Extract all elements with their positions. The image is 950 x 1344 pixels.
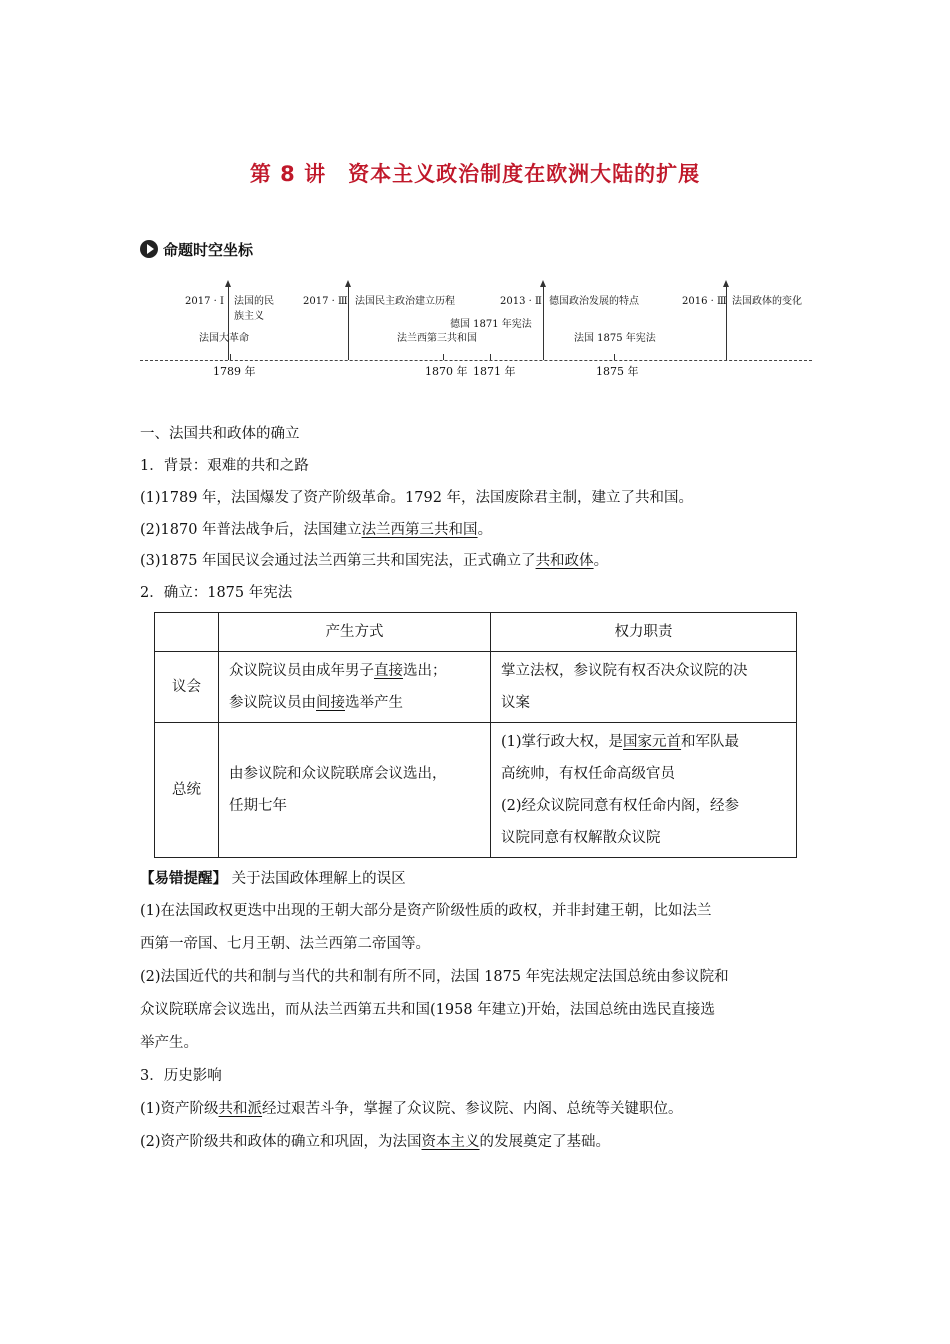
year-tick [490, 354, 491, 360]
text: 的发展奠定了基础。 [479, 1134, 611, 1150]
year-label: 1870 年 [425, 365, 468, 378]
paragraph [140, 1126, 812, 1159]
paragraph: (1)在法国政权更迭中出现的王朝大部分是资产阶级性质的政权，并非封建王朝，比如法兰 [140, 903, 712, 919]
key-term: 共和政体 [535, 553, 594, 569]
text: 议案 [501, 695, 530, 711]
text: (2)1870 年普法战争后，法国建立 [140, 522, 362, 538]
table-cell [491, 652, 797, 723]
lesson-number: 第 8 讲 [249, 162, 327, 186]
exam-year: 2013 · Ⅱ [500, 296, 542, 307]
text: (2)经众议院同意有权任命内阁，经参 [501, 798, 740, 814]
key-term: 共和派 [218, 1101, 263, 1117]
year-tick [230, 354, 231, 360]
event-label: 法兰西第三共和国 [397, 333, 477, 344]
paragraph: 举产生。 [140, 1035, 198, 1051]
text: 众议院议员由成年男子 [229, 663, 374, 679]
arrow-up-icon [225, 280, 231, 287]
exam-year: 2016 · Ⅲ [682, 296, 727, 307]
section-heading-text: 命题时空坐标 [163, 240, 254, 259]
constitution-table [154, 612, 797, 858]
exam-arrow-line [348, 286, 349, 360]
key-term: 国家元首 [623, 734, 682, 750]
table-row [155, 652, 797, 723]
lesson-title-text: 资本主义政治制度在欧洲大陆的扩展 [348, 162, 701, 186]
year-label: 1871 年 [473, 365, 516, 378]
exam-year: 2017 · Ⅰ [185, 296, 224, 307]
year-tick [443, 354, 444, 360]
text: 选举产生 [345, 695, 403, 711]
text: 掌立法权，参议院有权否决众议院的决 [501, 663, 748, 679]
text: 经过艰苦斗争，掌握了众议院、参议院、内阁、总统等关键职位。 [262, 1101, 683, 1117]
table-cell [219, 723, 491, 858]
text: (3)1875 年国民议会通过法兰西第三共和国宪法，正式确立了 [140, 553, 536, 569]
year-label: 1875 年 [596, 365, 639, 378]
paragraph: 西第一帝国、七月王朝、法兰西第二帝国等。 [140, 936, 430, 952]
paragraph [140, 551, 608, 571]
timeline [0, 0, 950, 400]
text: 任期七年 [229, 798, 287, 814]
warning-title: 关于法国政体理解上的误区 [231, 871, 406, 887]
key-term: 资本主义 [421, 1134, 480, 1150]
year-tick [614, 354, 615, 360]
key-term: 直接 [374, 663, 403, 679]
year-label: 1789 年 [213, 365, 256, 378]
text: 。 [593, 553, 609, 569]
warning-heading [140, 862, 812, 896]
text: 。 [477, 522, 493, 538]
exam-topic: 族主义 [234, 311, 264, 322]
table-header: 产生方式 [219, 613, 491, 652]
arrow-up-icon [723, 280, 729, 287]
event-label: 法国 1875 年宪法 [574, 333, 656, 344]
text: 和军队最 [681, 734, 740, 750]
heading-1: 一、法国共和政体的确立 [140, 426, 300, 442]
exam-arrow-line [228, 286, 229, 360]
table-cell [219, 652, 491, 723]
timeline-axis [140, 360, 812, 361]
row-label: 议会 [155, 652, 219, 723]
key-term: 法兰西第三共和国 [361, 522, 478, 538]
table-header-row [155, 613, 797, 652]
text: 由参议院和众议院联席会议选出， [229, 766, 447, 782]
text: (1)掌行政大权，是 [501, 734, 624, 750]
text: 议院同意有权解散众议院 [501, 830, 661, 846]
heading-1-3: 3．历史影响 [140, 1068, 222, 1084]
heading-1-1: 1．背景：艰难的共和之路 [140, 458, 309, 474]
exam-topic: 法国的民 [234, 296, 274, 307]
exam-topic: 法国民主政治建立历程 [355, 296, 455, 307]
table-cell [491, 723, 797, 858]
table-corner [155, 613, 219, 652]
event-label: 法国大革命 [199, 333, 249, 344]
warning-tag: 【易错提醒】 [140, 870, 227, 887]
exam-topic: 法国政体的变化 [732, 296, 802, 307]
table-header: 权力职责 [491, 613, 797, 652]
arrow-up-icon [540, 280, 546, 287]
arrow-up-icon [345, 280, 351, 287]
exam-arrow-line [543, 286, 544, 360]
paragraph [140, 1093, 812, 1126]
text: (2)资产阶级共和政体的确立和巩固，为法国 [140, 1134, 422, 1150]
paragraph: (2)法国近代的共和制与当代的共和制有所不同，法国 1875 年宪法规定法国总统由参议院和 [140, 969, 729, 985]
exam-year: 2017 · Ⅲ [303, 296, 348, 307]
text: 选出； [403, 663, 447, 679]
paragraph: (1)1789 年，法国爆发了资产阶级革命。1792 年，法国废除君主制，建立了共和国。 [140, 490, 694, 506]
paragraph [140, 520, 492, 540]
paragraph: 众议院联席会议选出，而从法兰西第五共和国(1958 年建立)开始，法国总统由选民直接选 [140, 1002, 715, 1018]
exam-topic: 德国政治发展的特点 [549, 296, 639, 307]
text: 参议院议员由 [229, 695, 316, 711]
table-row [155, 723, 797, 858]
key-term: 间接 [316, 695, 345, 711]
row-label: 总统 [155, 723, 219, 858]
text: 高统帅，有权任命高级官员 [501, 766, 675, 782]
heading-1-2: 2．确立：1875 年宪法 [140, 585, 293, 601]
event-label: 德国 1871 年宪法 [450, 319, 532, 330]
text: (1)资产阶级 [140, 1101, 219, 1117]
